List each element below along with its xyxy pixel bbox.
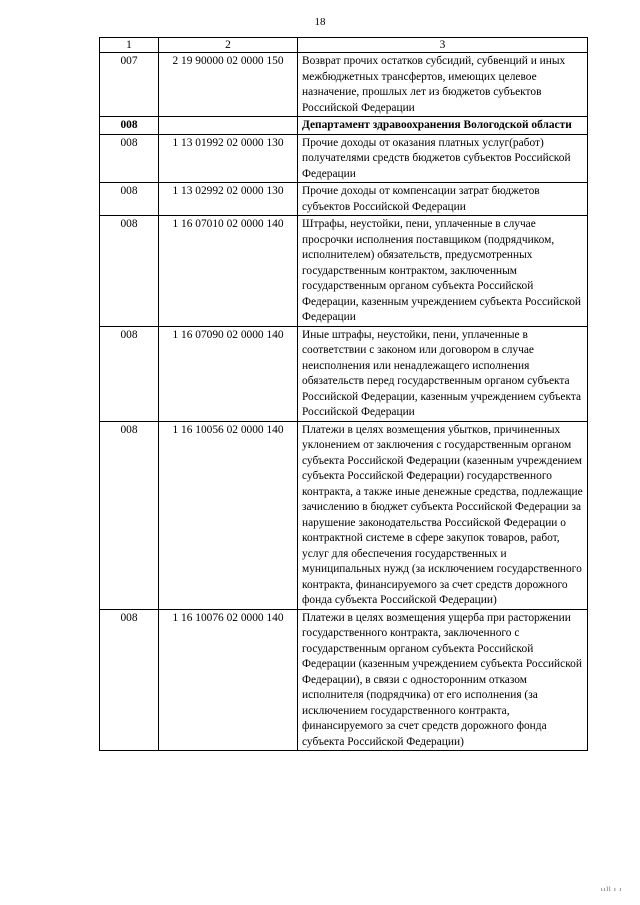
admin-code-cell: 008 <box>100 117 159 135</box>
kbk-code-cell: 1 16 10056 02 0000 140 <box>159 421 298 609</box>
description-cell: Платежи в целях возмещения убытков, причиненных уклонением от заключения с государственным органом субъекта Российской Федерации (казенным учреждением субъекта Российской Федерации) государственного контракта, а также иные денежные средства, подлежащие зачислению в бюджет субъекта Российской Федерации за нарушение законодательства Российской Федерации о контрактной системе в сфере закупок товаров, работ, услуг для обеспечения государственных и муниципальных нужд (за исключением государственного контракта, финансируемого за счет средств дорожного фонда субъекта Российской Федерации) <box>298 421 588 609</box>
admin-code-cell: 008 <box>100 326 159 421</box>
department-name-cell: Департамент здравоохранения Вологодской области <box>298 117 588 135</box>
description-cell: Иные штрафы, неустойки, пени, уплаченные в соответствии с законом или договором в случае неисполнения или ненадлежащего исполнения обязательств перед государственным органом субъекта Российской Федерации, казенным учреждением субъекта Российской Федерации <box>298 326 588 421</box>
table-row <box>100 216 588 327</box>
column-header-2: 2 <box>159 38 298 53</box>
description-cell: Прочие доходы от компенсации затрат бюджетов субъектов Российской Федерации <box>298 183 588 216</box>
description-cell: Возврат прочих остатков субсидий, субвенций и иных межбюджетных трансфертов, имеющих целевое назначение, прошлых лет из бюджетов субъектов Российской Федерации <box>298 53 588 117</box>
footer-scan-marks: ııll ı ı <box>600 887 622 893</box>
kbk-code-cell: 1 16 07090 02 0000 140 <box>159 326 298 421</box>
kbk-code-cell <box>159 117 298 135</box>
column-header-1: 1 <box>100 38 159 53</box>
table-row <box>100 326 588 421</box>
description-cell: Платежи в целях возмещения ущерба при расторжении государственного контракта, заключенного с государственным органом субъекта Российской Федерации (казенным учреждением субъекта Российской Федерации), в связи с односторонним отказом исполнителя (подрядчика) от его исполнения (за исключением государственного контракта, финансируемого за счет средств дорожного фонда субъекта Российской Федерации) <box>298 609 588 751</box>
admin-code-cell: 008 <box>100 216 159 327</box>
table-row <box>100 183 588 216</box>
admin-code-cell: 008 <box>100 421 159 609</box>
column-header-3: 3 <box>298 38 588 53</box>
kbk-code-cell: 1 16 10076 02 0000 140 <box>159 609 298 751</box>
department-heading-row <box>100 117 588 135</box>
kbk-code-cell: 1 13 02992 02 0000 130 <box>159 183 298 216</box>
kbk-code-cell: 1 16 07010 02 0000 140 <box>159 216 298 327</box>
admin-code-cell: 008 <box>100 609 159 751</box>
description-cell: Прочие доходы от оказания платных услуг(работ) получателями средств бюджетов субъектов Российской Федерации <box>298 134 588 183</box>
table-row <box>100 421 588 609</box>
kbk-code-cell: 2 19 90000 02 0000 150 <box>159 53 298 117</box>
admin-code-cell: 007 <box>100 53 159 117</box>
table-row <box>100 134 588 183</box>
table-row <box>100 53 588 117</box>
revenue-codes-table <box>99 37 588 751</box>
admin-code-cell: 008 <box>100 134 159 183</box>
page-number: 18 <box>314 16 326 28</box>
table-row <box>100 609 588 751</box>
kbk-code-cell: 1 13 01992 02 0000 130 <box>159 134 298 183</box>
table-header-row <box>100 38 588 53</box>
admin-code-cell: 008 <box>100 183 159 216</box>
description-cell: Штрафы, неустойки, пени, уплаченные в случае просрочки исполнения поставщиком (подрядчиком, исполнителем) обязательств, предусмотренных государственным контрактом, заключенным государственным органом субъекта Российской Федерации, казенным учреждением субъекта Российской Федерации <box>298 216 588 327</box>
